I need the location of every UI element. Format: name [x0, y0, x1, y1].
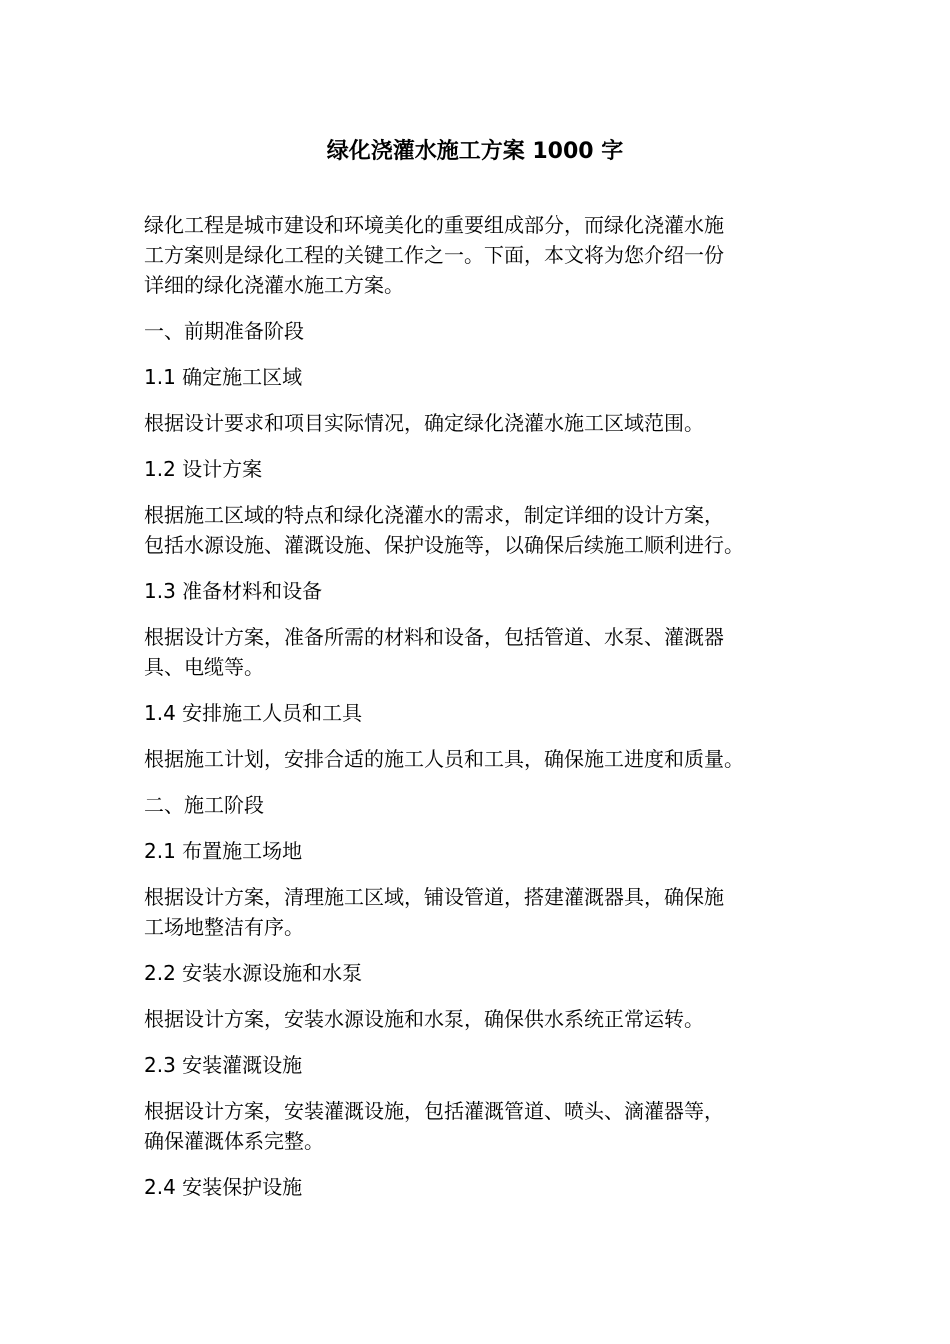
document-title: 绿化浇灌水施工方案 1000 字 — [326, 139, 624, 164]
subsection-heading — [144, 454, 814, 484]
paragraph — [144, 622, 814, 682]
section-heading — [144, 790, 814, 820]
text-line: 2.3 安装灌溉设施 — [144, 1053, 303, 1077]
subsection-heading — [144, 836, 814, 866]
subsection-heading — [144, 362, 814, 392]
subsection-heading — [144, 1172, 814, 1202]
text-line: 二、施工阶段 — [144, 793, 264, 817]
paragraph — [144, 1096, 814, 1156]
text-line: 具、电缆等。 — [144, 655, 264, 679]
text-line: 2.4 安装保护设施 — [144, 1175, 303, 1199]
paragraph — [144, 500, 814, 560]
text-line: 详细的绿化浇灌水施工方案。 — [144, 273, 404, 297]
text-line: 根据施工计划，安排合适的施工人员和工具，确保施工进度和质量。 — [144, 747, 744, 771]
paragraph-intro — [144, 210, 814, 300]
document-body — [144, 210, 814, 1218]
text-line: 工方案则是绿化工程的关键工作之一。下面，本文将为您介绍一份 — [144, 243, 724, 267]
text-line: 1.3 准备材料和设备 — [144, 579, 323, 603]
text-line: 根据设计方案，清理施工区域，铺设管道，搭建灌溉器具，确保施 — [144, 885, 724, 909]
text-line: 1.4 安排施工人员和工具 — [144, 701, 363, 725]
section-heading — [144, 316, 814, 346]
text-line: 根据设计方案，准备所需的材料和设备，包括管道、水泵、灌溉器 — [144, 625, 724, 649]
text-line: 工场地整洁有序。 — [144, 915, 304, 939]
text-line: 绿化工程是城市建设和环境美化的重要组成部分，而绿化浇灌水施 — [144, 213, 724, 237]
paragraph — [144, 1004, 814, 1034]
text-line: 2.1 布置施工场地 — [144, 839, 303, 863]
subsection-heading — [144, 698, 814, 728]
text-line: 根据设计方案，安装水源设施和水泵，确保供水系统正常运转。 — [144, 1007, 704, 1031]
text-line: 根据设计方案，安装灌溉设施，包括灌溉管道、喷头、滴灌器等， — [144, 1099, 724, 1123]
text-line: 确保灌溉体系完整。 — [144, 1129, 324, 1153]
text-line: 根据设计要求和项目实际情况，确定绿化浇灌水施工区域范围。 — [144, 411, 704, 435]
subsection-heading — [144, 1050, 814, 1080]
text-line: 1.1 确定施工区域 — [144, 365, 303, 389]
text-line: 包括水源设施、灌溉设施、保护设施等，以确保后续施工顺利进行。 — [144, 533, 744, 557]
subsection-heading — [144, 958, 814, 988]
paragraph — [144, 408, 814, 438]
text-line: 1.2 设计方案 — [144, 457, 263, 481]
paragraph — [144, 882, 814, 942]
text-line: 2.2 安装水源设施和水泵 — [144, 961, 363, 985]
subsection-heading — [144, 576, 814, 606]
text-line: 一、前期准备阶段 — [144, 319, 304, 343]
paragraph — [144, 744, 814, 774]
text-line: 根据施工区域的特点和绿化浇灌水的需求，制定详细的设计方案， — [144, 503, 724, 527]
